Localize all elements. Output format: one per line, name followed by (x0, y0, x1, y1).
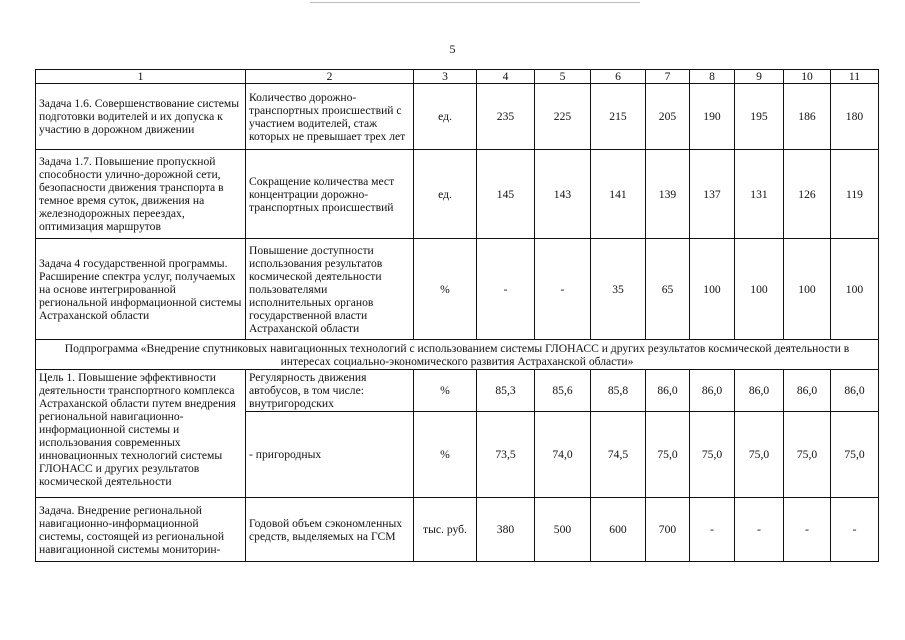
table-row (36, 370, 879, 412)
value-cell: 86,0 (831, 370, 879, 412)
page-number: 5 (449, 42, 456, 56)
value-cell: 131 (735, 150, 784, 239)
value-cell: 600 (591, 498, 646, 562)
subprogram-title: Подпрограмма «Внедрение спутниковых навигационных технологий с использованием системы ГЛОНАСС и других результатов космической деятельности в интересах социально-экономического развития Астраханской области» (36, 340, 879, 370)
table-row (36, 150, 879, 239)
value-cell: 380 (477, 498, 535, 562)
value-cell: 85,3 (477, 370, 535, 412)
value-cell: 74,5 (591, 412, 646, 498)
header-cell: 5 (535, 70, 591, 84)
value-cell: 86,0 (646, 370, 690, 412)
value-cell: 100 (831, 239, 879, 340)
indicator-cell: Годовой объем сэкономленных средств, выделяемых на ГСМ (246, 498, 414, 562)
task-cell: Задача 1.6. Совершенствование системы подготовки водителей и их допуска к участию в дорожном движении (36, 84, 246, 150)
value-cell: 205 (646, 84, 690, 150)
value-cell: 86,0 (784, 370, 831, 412)
task-cell: Задача 4 государственной программы. Расширение спектра услуг, получаемых на основе интегрированной региональной информационной системы Астраханской области (36, 239, 246, 340)
value-cell: 100 (784, 239, 831, 340)
value-cell: 75,0 (735, 412, 784, 498)
table-row (36, 239, 879, 340)
value-cell: 75,0 (690, 412, 735, 498)
value-cell: 74,0 (535, 412, 591, 498)
indicator-cell: Повышение доступности использования результатов космической деятельности пользователями исполнительных органов государственной власти Астраханской области (246, 239, 414, 340)
value-cell: 75,0 (646, 412, 690, 498)
value-cell: 100 (690, 239, 735, 340)
value-cell: 75,0 (831, 412, 879, 498)
value-cell: 215 (591, 84, 646, 150)
value-cell: 73,5 (477, 412, 535, 498)
indicator-cell: Количество дорожно-транспортных происшествий с участием водителей, стаж которых не превышает трех лет (246, 84, 414, 150)
value-cell: - (535, 239, 591, 340)
value-cell: - (784, 498, 831, 562)
value-cell: 86,0 (735, 370, 784, 412)
header-cell: 1 (36, 70, 246, 84)
header-cell: 2 (246, 70, 414, 84)
top-rule (310, 2, 640, 3)
value-cell: 235 (477, 84, 535, 150)
value-cell: 700 (646, 498, 690, 562)
header-cell: 9 (735, 70, 784, 84)
goal-cell: Цель 1. Повышение эффективности деятельности транспортного комплекса Астраханской области путем внедрения региональной навигационно-информационной системы и использования современных инновационных технологий системы ГЛОНАСС и других результатов космической деятельности (36, 370, 246, 498)
value-cell: 85,8 (591, 370, 646, 412)
indicator-cell: Сокращение количества мест концентрации дорожно-транспортных происшествий (246, 150, 414, 239)
value-cell: 126 (784, 150, 831, 239)
unit-cell: % (414, 239, 477, 340)
value-cell: 180 (831, 84, 879, 150)
value-cell: - (831, 498, 879, 562)
header-cell: 3 (414, 70, 477, 84)
header-cell: 10 (784, 70, 831, 84)
value-cell: 143 (535, 150, 591, 239)
value-cell: - (735, 498, 784, 562)
value-cell: 500 (535, 498, 591, 562)
value-cell: 225 (535, 84, 591, 150)
value-cell: - (690, 498, 735, 562)
value-cell: 145 (477, 150, 535, 239)
value-cell: 100 (735, 239, 784, 340)
value-cell: 75,0 (784, 412, 831, 498)
header-cell: 8 (690, 70, 735, 84)
value-cell: 190 (690, 84, 735, 150)
table-row (36, 498, 879, 562)
unit-cell: тыс. руб. (414, 498, 477, 562)
header-cell: 11 (831, 70, 879, 84)
value-cell: 86,0 (690, 370, 735, 412)
table-row (36, 84, 879, 150)
unit-cell: ед. (414, 150, 477, 239)
indicators-table (35, 69, 879, 562)
header-cell: 7 (646, 70, 690, 84)
subprogram-row (36, 340, 879, 370)
value-cell: 119 (831, 150, 879, 239)
value-cell: 85,6 (535, 370, 591, 412)
task-cell: Задача 1.7. Повышение пропускной способности улично-дорожной сети, безопасности движения транспорта в темное время суток, движения на железнодорожных переездах, оптимизация маршрутов (36, 150, 246, 239)
value-cell: 137 (690, 150, 735, 239)
value-cell: - (477, 239, 535, 340)
unit-cell: % (414, 370, 477, 412)
indicator-cell: - пригородных (246, 412, 414, 498)
value-cell: 141 (591, 150, 646, 239)
value-cell: 35 (591, 239, 646, 340)
unit-cell: ед. (414, 84, 477, 150)
header-row (36, 70, 879, 84)
header-cell: 6 (591, 70, 646, 84)
unit-cell: % (414, 412, 477, 498)
indicator-cell: Регулярность движения автобусов, в том числе: внутригородских (246, 370, 414, 412)
header-cell: 4 (477, 70, 535, 84)
value-cell: 139 (646, 150, 690, 239)
value-cell: 195 (735, 84, 784, 150)
value-cell: 186 (784, 84, 831, 150)
value-cell: 65 (646, 239, 690, 340)
task-cell: Задача. Внедрение региональной навигационно-информационной системы, состоящей из региональной навигационной системы мониторин- (36, 498, 246, 562)
